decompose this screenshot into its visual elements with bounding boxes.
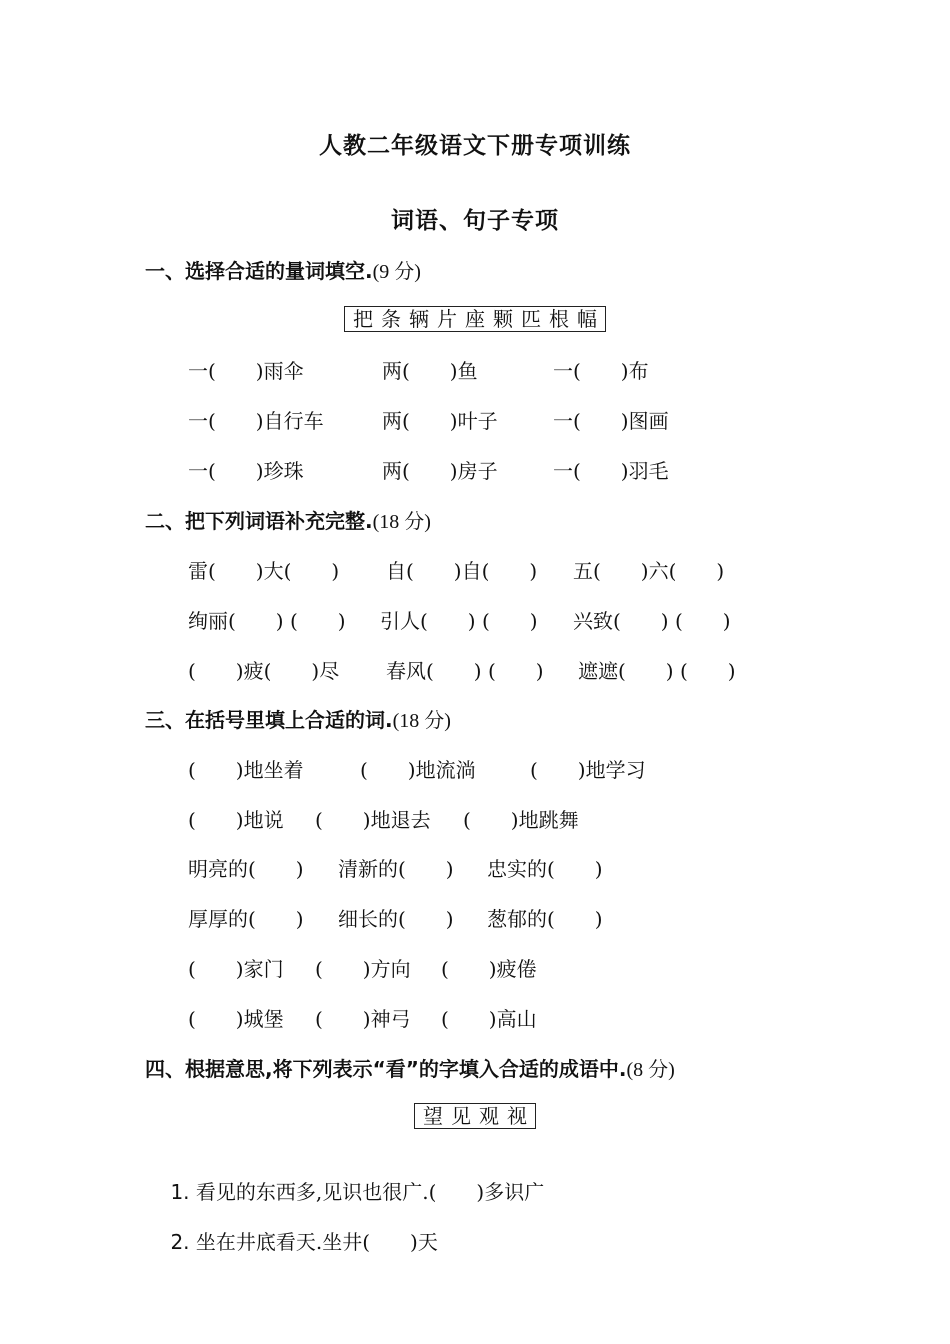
fill-blank-item[interactable]: 一( )珍珠: [188, 459, 304, 483]
fill-blank-item[interactable]: 两( )房子: [382, 459, 498, 483]
fill-blank-item[interactable]: ( )地坐着: [188, 758, 304, 782]
fill-blank-item[interactable]: 清新的( ): [338, 857, 454, 881]
question-text: 看见的东西多,见识也很广.( )多识广: [195, 1180, 545, 1204]
section-4-score: (8 分): [626, 1059, 675, 1081]
word-option: 条: [381, 307, 401, 331]
fill-blank-item[interactable]: 一( )雨伞: [188, 359, 304, 383]
fill-blank-item[interactable]: 绚丽( ) ( ): [188, 609, 346, 633]
document-title: 人教二年级语文下册专项训练: [319, 133, 631, 159]
word-option: 片: [437, 307, 457, 331]
word-option: 座: [465, 307, 485, 331]
word-option: 视: [507, 1104, 527, 1128]
word-option: 观: [479, 1104, 499, 1128]
fill-blank-item[interactable]: 一( )布: [553, 359, 649, 383]
fill-blank-item[interactable]: 忠实的( ): [487, 857, 603, 881]
fill-blank-item[interactable]: 自( )自( ): [386, 559, 538, 583]
word-option: 见: [451, 1104, 471, 1128]
section-2-title: 二、把下列词语补充完整.: [145, 509, 373, 533]
fill-blank-item[interactable]: 葱郁的( ): [487, 907, 603, 931]
section-3-heading: [145, 704, 451, 733]
fill-blank-item[interactable]: ( )地跳舞: [463, 808, 579, 832]
section-4-title: 四、根据意思,将下列表示“看”的字填入合适的成语中.: [145, 1057, 627, 1081]
question-number: 1.: [170, 1180, 190, 1204]
fill-blank-item[interactable]: ( )家门: [188, 957, 284, 981]
fill-blank-item[interactable]: ( )疲倦: [441, 957, 537, 981]
fill-blank-item[interactable]: 细长的( ): [338, 907, 454, 931]
fill-blank-item[interactable]: 引人( ) ( ): [380, 609, 538, 633]
section-1-score: (9 分): [372, 261, 421, 283]
fill-blank-item[interactable]: ( )疲( )尽: [188, 659, 340, 683]
word-option: 匹: [521, 307, 541, 331]
fill-blank-item[interactable]: 雷( )大( ): [188, 559, 340, 583]
word-option: 颗: [493, 307, 513, 331]
section-3-score: (18 分): [392, 710, 451, 732]
question-number: 2.: [170, 1230, 190, 1254]
question-item[interactable]: [145, 1202, 438, 1279]
section-4-word-box-row: [0, 1103, 950, 1129]
section-1-word-box-row: [0, 306, 950, 332]
section-4-heading: [145, 1053, 675, 1082]
measure-word-box: [344, 306, 606, 332]
fill-blank-item[interactable]: 一( )羽毛: [553, 459, 669, 483]
word-option: 辆: [409, 307, 429, 331]
section-2-score: (18 分): [372, 511, 431, 533]
fill-blank-item[interactable]: 遮遮( ) ( ): [578, 659, 736, 683]
fill-blank-item[interactable]: 五( )六( ): [573, 559, 725, 583]
fill-blank-item[interactable]: 厚厚的( ): [188, 907, 304, 931]
section-2-heading: [145, 505, 431, 534]
word-option: 望: [423, 1104, 443, 1128]
fill-blank-item[interactable]: ( )城堡: [188, 1007, 284, 1031]
section-1-heading: [145, 255, 421, 284]
section-3-title: 三、在括号里填上合适的词.: [145, 708, 393, 732]
fill-blank-item[interactable]: 一( )图画: [553, 409, 669, 433]
section-1-title: 一、选择合适的量词填空.: [145, 259, 373, 283]
fill-blank-item[interactable]: ( )地退去: [315, 808, 431, 832]
fill-blank-item[interactable]: ( )地流淌: [360, 758, 476, 782]
fill-blank-item[interactable]: 两( )鱼: [382, 359, 478, 383]
fill-blank-item[interactable]: ( )神弓: [315, 1007, 411, 1031]
word-option: 把: [353, 307, 373, 331]
question-text: 坐在井底看天.坐井( )天: [195, 1230, 438, 1254]
fill-blank-item[interactable]: ( )地学习: [530, 758, 646, 782]
word-option: 根: [549, 307, 569, 331]
fill-blank-item[interactable]: 明亮的( ): [188, 857, 304, 881]
document-subtitle: 词语、句子专项: [391, 208, 559, 234]
fill-blank-item[interactable]: 两( )叶子: [382, 409, 498, 433]
fill-blank-item[interactable]: 一( )自行车: [188, 409, 324, 433]
fill-blank-item[interactable]: 春风( ) ( ): [386, 659, 544, 683]
fill-blank-item[interactable]: 兴致( ) ( ): [573, 609, 731, 633]
look-word-box: [414, 1103, 536, 1129]
fill-blank-item[interactable]: ( )地说: [188, 808, 284, 832]
fill-blank-item[interactable]: ( )方向: [315, 957, 411, 981]
fill-blank-item[interactable]: ( )高山: [441, 1007, 537, 1031]
word-option: 幅: [577, 307, 597, 331]
